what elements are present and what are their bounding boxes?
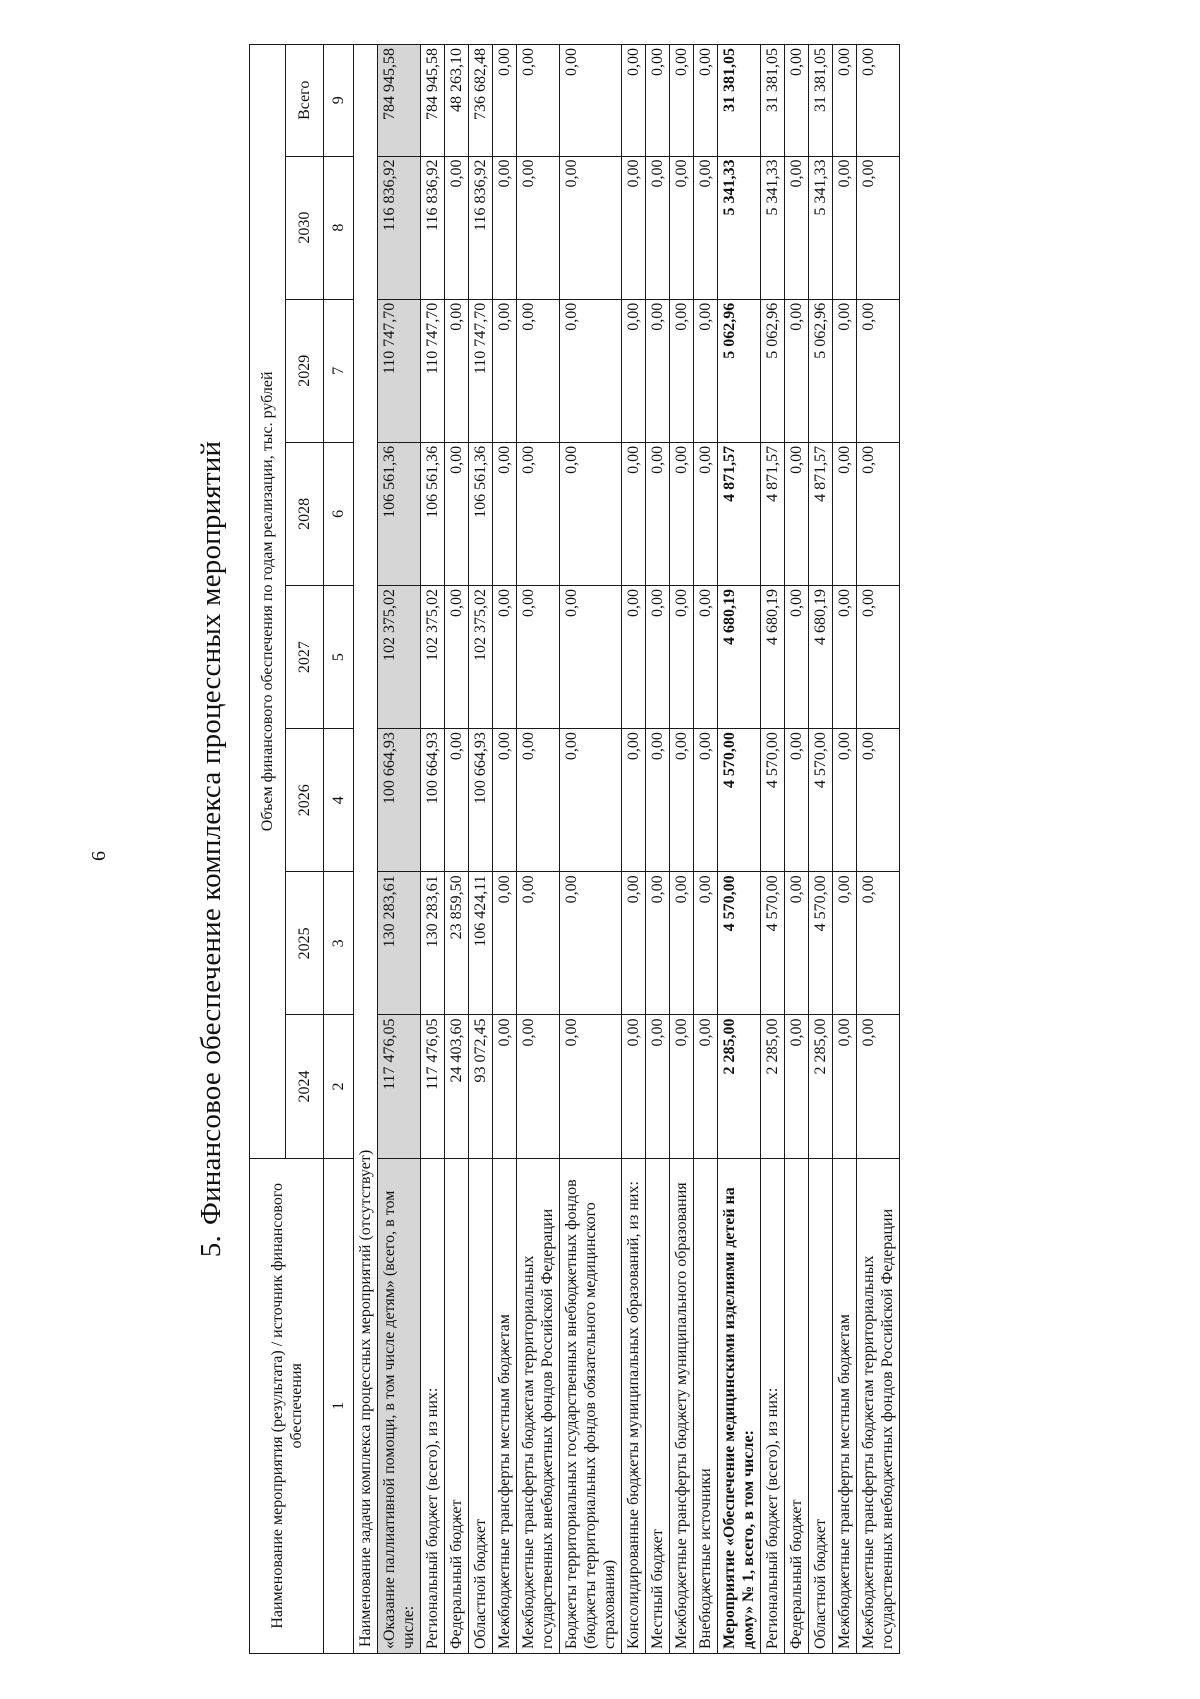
row-value-cell: 93 072,45	[469, 1015, 493, 1158]
row-value-cell: 0,00	[517, 872, 560, 1015]
row-value-cell: 5 062,96	[718, 299, 761, 442]
header-year-2029: 2029	[286, 299, 324, 442]
row-value-cell: 0,00	[670, 872, 694, 1015]
row-total-cell: 0,00	[785, 45, 809, 157]
row-value-cell: 0,00	[622, 586, 646, 729]
row-label: Межбюджетные трансферты бюджетам территориальных государственных внебюджетных фондов Российской Федерации	[857, 1158, 900, 1653]
row-value-cell: 0,00	[622, 156, 646, 299]
row-value-cell: 0,00	[694, 156, 718, 299]
header-index-cell: 3	[324, 872, 354, 1015]
row-value-cell: 4 570,00	[809, 872, 833, 1015]
rotated-sheet	[183, 44, 1019, 1654]
row-value-cell: 0,00	[857, 729, 900, 872]
row-value-cell: 4 680,19	[761, 586, 785, 729]
row-total-cell: 48 263,10	[445, 45, 469, 157]
row-value-cell: 0,00	[785, 872, 809, 1015]
row-value-cell: 4 570,00	[718, 872, 761, 1015]
row-label: Консолидированные бюджеты муниципальных образований, из них:	[622, 1158, 646, 1653]
row-value-cell: 0,00	[493, 729, 517, 872]
table-row	[560, 45, 622, 1654]
row-value-cell: 0,00	[646, 442, 670, 585]
table-row	[469, 45, 493, 1654]
row-value-cell: 0,00	[493, 442, 517, 585]
row-value-cell: 4 570,00	[761, 729, 785, 872]
table-body	[354, 45, 900, 1654]
row-value-cell: 0,00	[670, 299, 694, 442]
row-value-cell: 0,00	[622, 1015, 646, 1158]
row-total-cell: 736 682,48	[469, 45, 493, 157]
row-value-cell: 0,00	[833, 156, 857, 299]
row-value-cell: 0,00	[622, 729, 646, 872]
row-value-cell: 23 859,50	[445, 872, 469, 1015]
table-row	[646, 45, 670, 1654]
row-value-cell: 0,00	[622, 299, 646, 442]
row-value-cell: 106 561,36	[469, 442, 493, 585]
row-value-cell: 0,00	[857, 872, 900, 1015]
table-row	[421, 45, 445, 1654]
table-row	[761, 45, 785, 1654]
row-label: Областной бюджет	[469, 1158, 493, 1653]
header-total: Всего	[286, 45, 324, 157]
row-value-cell: 0,00	[493, 156, 517, 299]
row-value-cell: 0,00	[560, 872, 622, 1015]
row-value-cell: 100 664,93	[421, 729, 445, 872]
row-value-cell: 106 561,36	[378, 442, 421, 585]
row-value-cell: 0,00	[445, 586, 469, 729]
row-value-cell: 110 747,70	[469, 299, 493, 442]
header-year-2027: 2027	[286, 586, 324, 729]
row-value-cell: 116 836,92	[421, 156, 445, 299]
row-value-cell: 0,00	[857, 299, 900, 442]
header-index-cell: 9	[324, 45, 354, 157]
row-value-cell: 117 476,05	[421, 1015, 445, 1158]
row-value-cell: 0,00	[857, 442, 900, 585]
header-index-cell: 5	[324, 586, 354, 729]
row-total-cell: 784 945,58	[421, 45, 445, 157]
row-value-cell: 0,00	[445, 442, 469, 585]
header-year-2026: 2026	[286, 729, 324, 872]
row-value-cell: 0,00	[694, 872, 718, 1015]
row-value-cell: 0,00	[785, 156, 809, 299]
row-total-cell: 0,00	[493, 45, 517, 157]
row-label: Мероприятие «Обеспечение медицинскими изделиями детей на дому» № 1, всего, в том числе:	[718, 1158, 761, 1653]
row-value-cell: 0,00	[493, 299, 517, 442]
row-value-cell: 130 283,61	[421, 872, 445, 1015]
row-value-cell: 0,00	[560, 729, 622, 872]
task-row: Наименование задачи комплекса процессных мероприятий (отсутствует)	[354, 45, 378, 1654]
row-value-cell: 0,00	[646, 586, 670, 729]
row-value-cell: 130 283,61	[378, 872, 421, 1015]
row-value-cell: 0,00	[785, 1015, 809, 1158]
row-label: Региональный бюджет (всего), из них:	[761, 1158, 785, 1653]
section-title	[183, 44, 239, 1654]
header-name-column: Наименование мероприятия (результата) / источник финансового обеспечения	[250, 1158, 324, 1653]
row-value-cell: 100 664,93	[469, 729, 493, 872]
row-total-cell: 0,00	[833, 45, 857, 157]
row-value-cell: 0,00	[833, 586, 857, 729]
row-value-cell: 0,00	[493, 1015, 517, 1158]
financing-table-wrapper	[249, 44, 900, 1654]
header-year-2025: 2025	[286, 872, 324, 1015]
table-row	[378, 45, 421, 1654]
row-value-cell: 2 285,00	[809, 1015, 833, 1158]
row-total-cell: 0,00	[622, 45, 646, 157]
row-total-cell: 0,00	[857, 45, 900, 157]
section-number: 5.	[195, 1235, 227, 1258]
row-value-cell: 4 871,57	[761, 442, 785, 585]
row-value-cell: 0,00	[833, 442, 857, 585]
row-value-cell: 0,00	[785, 299, 809, 442]
row-value-cell: 110 747,70	[421, 299, 445, 442]
row-value-cell: 0,00	[833, 299, 857, 442]
row-label: Межбюджетные трансферты местным бюджетам	[833, 1158, 857, 1653]
row-value-cell: 117 476,05	[378, 1015, 421, 1158]
row-value-cell: 2 285,00	[761, 1015, 785, 1158]
row-value-cell: 0,00	[857, 586, 900, 729]
row-value-cell: 0,00	[560, 1015, 622, 1158]
header-index-cell: 4	[324, 729, 354, 872]
header-volume-group: Объем финансового обеспечения по годам реализации, тыс. рублей	[250, 45, 286, 1159]
row-value-cell: 0,00	[445, 156, 469, 299]
row-value-cell: 0,00	[785, 442, 809, 585]
row-total-cell: 0,00	[694, 45, 718, 157]
table-row	[670, 45, 694, 1654]
row-label: Бюджеты территориальных государственных внебюджетных фондов (бюджеты территориальных фондов обязательного медицинского страхования)	[560, 1158, 622, 1653]
row-value-cell: 0,00	[517, 1015, 560, 1158]
row-value-cell: 0,00	[694, 442, 718, 585]
row-value-cell: 4 680,19	[809, 586, 833, 729]
row-value-cell: 0,00	[517, 156, 560, 299]
header-index-cell: 6	[324, 442, 354, 585]
row-value-cell: 4 871,57	[718, 442, 761, 585]
section-title-text: Финансовое обеспечение комплекса процессных мероприятий	[195, 440, 227, 1226]
row-value-cell: 0,00	[670, 586, 694, 729]
table-row	[694, 45, 718, 1654]
header-index-cell: 1	[324, 1158, 354, 1653]
row-value-cell: 106 424,11	[469, 872, 493, 1015]
row-value-cell: 0,00	[694, 299, 718, 442]
row-value-cell: 110 747,70	[378, 299, 421, 442]
row-value-cell: 4 570,00	[718, 729, 761, 872]
page-number: 6	[88, 851, 110, 861]
row-value-cell: 106 561,36	[421, 442, 445, 585]
row-value-cell: 0,00	[646, 1015, 670, 1158]
row-value-cell: 0,00	[694, 1015, 718, 1158]
header-index-cell: 2	[324, 1015, 354, 1158]
row-value-cell: 0,00	[694, 586, 718, 729]
row-value-cell: 0,00	[560, 156, 622, 299]
row-value-cell: 0,00	[646, 872, 670, 1015]
row-total-cell: 0,00	[670, 45, 694, 157]
row-value-cell: 0,00	[517, 442, 560, 585]
row-value-cell: 4 570,00	[809, 729, 833, 872]
row-value-cell: 102 375,02	[469, 586, 493, 729]
row-value-cell: 0,00	[833, 872, 857, 1015]
row-value-cell: 0,00	[445, 729, 469, 872]
row-value-cell: 5 341,33	[809, 156, 833, 299]
row-value-cell: 0,00	[670, 1015, 694, 1158]
row-value-cell: 0,00	[493, 586, 517, 729]
row-value-cell: 0,00	[670, 729, 694, 872]
row-value-cell: 0,00	[517, 729, 560, 872]
header-index-cell: 7	[324, 299, 354, 442]
table-row	[785, 45, 809, 1654]
row-value-cell: 0,00	[560, 442, 622, 585]
row-total-cell: 31 381,05	[809, 45, 833, 157]
row-value-cell: 24 403,60	[445, 1015, 469, 1158]
row-value-cell: 0,00	[445, 299, 469, 442]
row-value-cell: 4 871,57	[809, 442, 833, 585]
row-value-cell: 0,00	[833, 1015, 857, 1158]
table-row	[809, 45, 833, 1654]
row-total-cell: 31 381,05	[761, 45, 785, 157]
row-value-cell: 0,00	[833, 729, 857, 872]
row-label: Межбюджетные трансферты бюджетам территориальных государственных внебюджетных фондов Российской Федерации	[517, 1158, 560, 1653]
row-value-cell: 5 341,33	[761, 156, 785, 299]
row-label: Региональный бюджет (всего), из них:	[421, 1158, 445, 1653]
header-year-2024: 2024	[286, 1015, 324, 1158]
table-row	[517, 45, 560, 1654]
table-row	[718, 45, 761, 1654]
header-year-2030: 2030	[286, 156, 324, 299]
row-value-cell: 0,00	[785, 729, 809, 872]
row-value-cell: 0,00	[670, 156, 694, 299]
table-row	[445, 45, 469, 1654]
row-value-cell: 102 375,02	[378, 586, 421, 729]
row-value-cell: 0,00	[560, 299, 622, 442]
row-value-cell: 0,00	[646, 156, 670, 299]
table-row	[493, 45, 517, 1654]
table-header	[250, 45, 354, 1654]
row-value-cell: 0,00	[785, 586, 809, 729]
row-total-cell: 0,00	[517, 45, 560, 157]
header-index-cell: 8	[324, 156, 354, 299]
row-value-cell: 0,00	[517, 299, 560, 442]
row-total-cell: 0,00	[560, 45, 622, 157]
row-value-cell: 4 570,00	[761, 872, 785, 1015]
table-row	[857, 45, 900, 1654]
row-value-cell: 100 664,93	[378, 729, 421, 872]
row-value-cell: 5 062,96	[761, 299, 785, 442]
row-value-cell: 0,00	[622, 442, 646, 585]
row-value-cell: 4 680,19	[718, 586, 761, 729]
row-value-cell: 116 836,92	[378, 156, 421, 299]
row-value-cell: 116 836,92	[469, 156, 493, 299]
row-value-cell: 0,00	[694, 729, 718, 872]
row-value-cell: 0,00	[646, 729, 670, 872]
row-total-cell: 784 945,58	[378, 45, 421, 157]
row-value-cell: 102 375,02	[421, 586, 445, 729]
row-label: Межбюджетные трансферты местным бюджетам	[493, 1158, 517, 1653]
row-value-cell: 0,00	[560, 586, 622, 729]
row-value-cell: 0,00	[646, 299, 670, 442]
row-total-cell: 31 381,05	[718, 45, 761, 157]
row-total-cell: 0,00	[646, 45, 670, 157]
row-label: Межбюджетные трансферты бюджету муниципального образования	[670, 1158, 694, 1653]
row-value-cell: 5 062,96	[809, 299, 833, 442]
table-row	[622, 45, 646, 1654]
row-value-cell: 0,00	[857, 156, 900, 299]
row-label: Федеральный бюджет	[785, 1158, 809, 1653]
row-value-cell: 0,00	[670, 442, 694, 585]
row-label: Внебюджетные источники	[694, 1158, 718, 1653]
row-label: Областной бюджет	[809, 1158, 833, 1653]
row-value-cell: 0,00	[622, 872, 646, 1015]
row-value-cell: 0,00	[493, 872, 517, 1015]
row-value-cell: 0,00	[517, 586, 560, 729]
row-value-cell: 0,00	[857, 1015, 900, 1158]
table-row	[833, 45, 857, 1654]
row-value-cell: 2 285,00	[718, 1015, 761, 1158]
financing-table	[249, 44, 900, 1654]
header-year-2028: 2028	[286, 442, 324, 585]
row-value-cell: 5 341,33	[718, 156, 761, 299]
row-label: Федеральный бюджет	[445, 1158, 469, 1653]
row-label: Местный бюджет	[646, 1158, 670, 1653]
row-label: «Оказание паллиативной помощи, в том числе детям» (всего, в том числе:	[378, 1158, 421, 1653]
